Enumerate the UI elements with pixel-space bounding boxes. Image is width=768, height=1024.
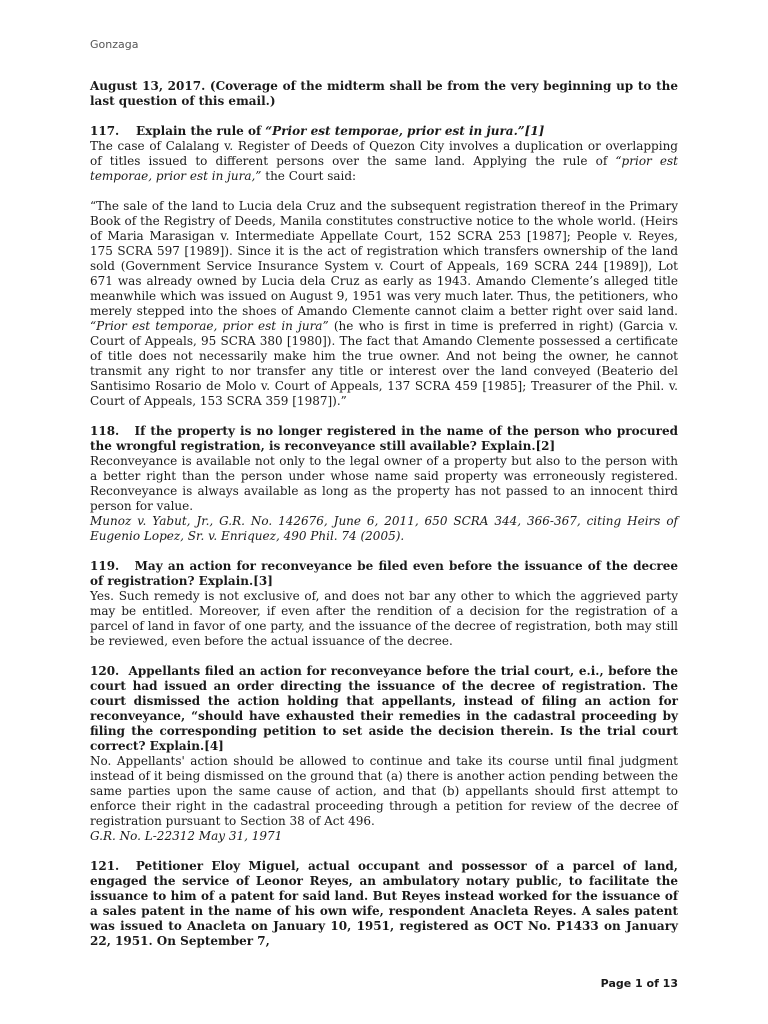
citation-118: Munoz v. Yabut, Jr., G.R. No. 142676, June 6, 2011, 650 SCRA 344, 366-367, citing Heirs of Eugenio Lopez, Sr. v. Enriquez, 490 Phil. 74 (2005). xyxy=(90,514,678,543)
answer-117 xyxy=(90,139,678,184)
quote-117 xyxy=(90,199,678,409)
citation-120: G.R. No. L-22312 May 31, 1971 xyxy=(90,829,283,843)
document-header-author: Gonzaga xyxy=(90,38,139,51)
answer-118: Reconveyance is available not only to the legal owner of a property but also to the person with a better right than the person under whose name said property was erroneously registered. Reconveyance is always available as long as the property has not passed to an innocent third person for value. xyxy=(90,454,678,513)
question-121: 121. Petitioner Eloy Miguel, actual occupant and possessor of a parcel of land, engaged the service of Leonor Reyes, an ambulatory notary public, to facilitate the issuance to him of a patent for said land. But Reyes instead worked for the issuance of a sales patent in the name of his own wife, respondent Anacleta Reyes. A sales patent was issued to Anacleta on January 10, 1951, registered as OCT No. P1433 on January 22, 1951. On September 7, xyxy=(90,859,678,948)
answer-text-end: the Court said: xyxy=(261,169,357,183)
question-119: 119. May an action for reconveyance be filed even before the issuance of the decree of registration? Explain.[3] xyxy=(90,559,678,588)
quote-text-end: (he who is first in time is preferred in right) (Garcia v. Court of Appeals, 95 SCRA 380 [1980]). The fact that Amando Clemente possessed a certificate of title does not necessarily make him the true owner. And not being the owner, he cannot transmit any right to nor transfer any title or interest over the land conveyed (Beaterio del Santisimo Rosario de Molo v. Court of Appeals, 137 SCRA 459 [1985]; Treasurer of the Phil. v. Court of Appeals, 153 SCRA 359 [1987]).” xyxy=(90,319,679,408)
question-number: 117. xyxy=(90,124,120,138)
question-120: 120. Appellants filed an action for reconveyance before the trial court, e.i., before the court had issued an order directing the issuance of the decree of registration. The court dismissed the action holding that appellants, instead of filing an action for reconveyance, “should have exhausted their remedies in the cadastral proceeding by filing the corresponding petition to set aside the decision therein. Is the trial court correct? Explain.[4] xyxy=(90,664,678,753)
answer-119: Yes. Such remedy is not exclusive of, and does not bar any other to which the aggrieved party may be entitled. Moreover, if even after the rendition of a decision for the registration of a parcel of land in favor of one party, and the issuance of the decree of registration, both may still be reviewed, even before the actual issuance of the decree. xyxy=(90,589,678,648)
question-text: Explain the rule of xyxy=(135,124,266,138)
intro-note: August 13, 2017. (Coverage of the midterm shall be from the very beginning up to the last question of this email.) xyxy=(90,79,678,108)
question-118: 118. If the property is no longer registered in the name of the person who procured the wrongful registration, is reconveyance still available? Explain.[2] xyxy=(90,424,678,453)
question-117 xyxy=(90,124,678,139)
quote-text: “The sale of the land to Lucia dela Cruz and the subsequent registration thereof in the Primary Book of the Registry of Deeds, Manila constitutes constructive notice to the whole world. (Heirs of Maria Marasigan v. Intermediate Appellate Court, 152 SCRA 253 [1987]; People v. Reyes, 175 SCRA 597 [1989]). Since it is the act of registration which transfers ownership of the land sold (Government Service Insurance System v. Court of Appeals, 169 SCRA 244 [1989]), Lot 671 was already owned by Lucia dela Cruz as early as 1943. Amando Clemente’s alleged title meanwhile which was issued on August 9, 1951 was very much later. Thus, the petitioners, who merely stepped into the shoes of Amando Clemente cannot claim a better right over said land. xyxy=(90,199,678,318)
document-body xyxy=(90,79,678,949)
question-latin-maxim: “Prior est temporae, prior est in jura.”[1] xyxy=(265,124,545,138)
answer-120: No. Appellants' action should be allowed to continue and take its course until final judgment instead of it being dismissed on the ground that (a) there is another action pending between the same parties upon the same cause of action, and that (b) appellants should first attempt to enforce their right in the cadastral proceeding through a petition for review of the decree of registration pursuant to Section 38 of Act 496. xyxy=(90,754,678,828)
answer-latin-maxim: “prior est temporae, prior est in jura,” xyxy=(90,154,678,183)
answer-text: The case of Calalang v. Register of Deeds of Quezon City involves a duplication or overlapping of titles issued to different persons over the same land. Applying the rule of xyxy=(90,139,678,168)
page-number: Page 1 of 13 xyxy=(600,977,678,990)
quote-latin-maxim: “Prior est temporae, prior est in jura” xyxy=(90,319,329,333)
